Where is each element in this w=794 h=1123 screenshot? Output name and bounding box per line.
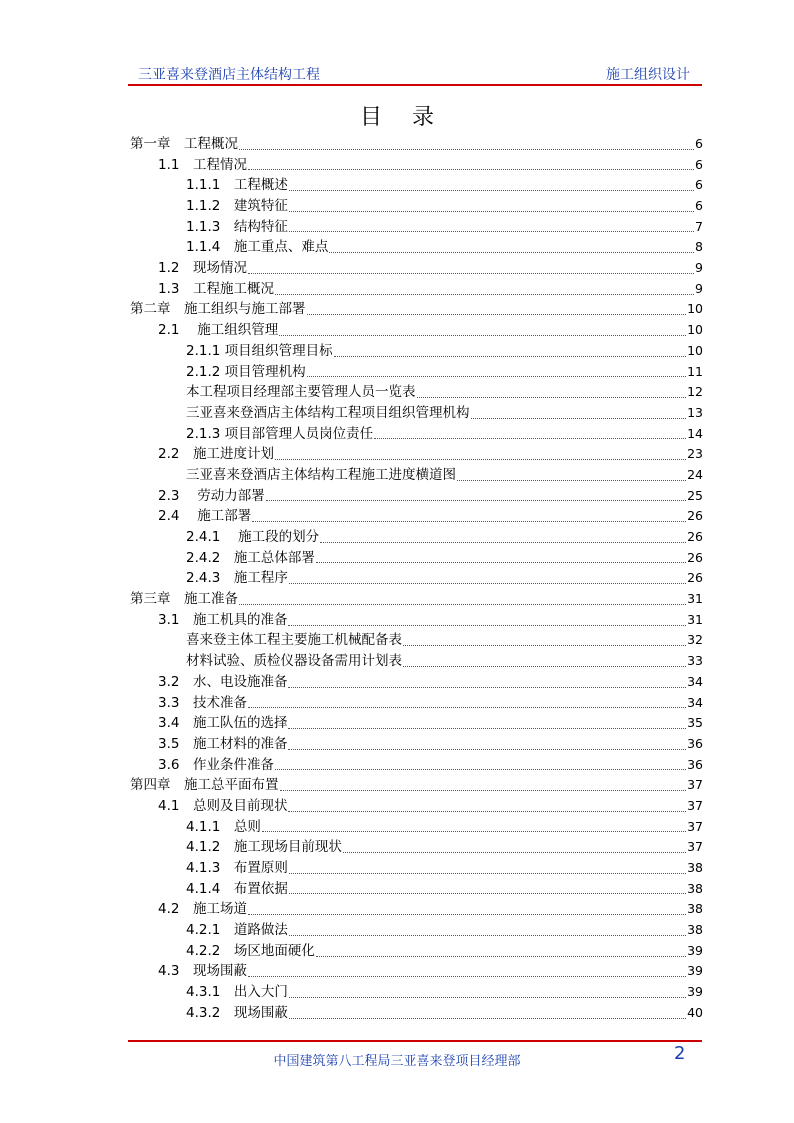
toc-entry-label: 1.1.3 结构特征 <box>186 218 288 235</box>
toc-entry[interactable] <box>130 755 703 776</box>
toc-entry[interactable] <box>130 175 703 196</box>
toc-entry-page: 13 <box>687 404 703 420</box>
toc-entry-label: 2.3 劳动力部署 <box>158 487 265 504</box>
toc-entry-page: 11 <box>687 363 703 379</box>
toc-entry[interactable] <box>130 693 703 714</box>
toc-entry-label: 4.2 施工场道 <box>158 901 247 918</box>
dot-leader <box>289 872 686 874</box>
toc-entry[interactable] <box>130 713 703 734</box>
toc-entry-label: 4.1.1 总则 <box>186 818 261 835</box>
toc-entry-label: 4.1.3 布置原则 <box>186 860 288 877</box>
toc-entry-page: 36 <box>687 756 703 772</box>
toc-entry-page: 38 <box>687 922 703 938</box>
toc-entry[interactable] <box>130 486 703 507</box>
toc-entry-page: 26 <box>687 508 703 524</box>
toc-entry-page: 39 <box>687 963 703 979</box>
toc-entry-label: 三亚喜来登酒店主体结构工程项目组织管理机构 <box>186 404 470 421</box>
dot-leader <box>471 417 687 419</box>
dot-leader <box>374 437 686 439</box>
toc-entry-label: 三亚喜来登酒店主体结构工程施工进度横道图 <box>186 466 456 483</box>
toc-entry[interactable] <box>130 631 703 652</box>
dot-leader <box>248 975 686 977</box>
dot-leader <box>329 251 694 253</box>
dot-leader <box>403 665 686 667</box>
toc-entry-label: 4.2.1 道路做法 <box>186 922 288 939</box>
toc-entry-page: 25 <box>687 487 703 503</box>
toc-entry[interactable] <box>130 258 703 279</box>
toc-entry-page: 8 <box>695 239 703 255</box>
dot-leader <box>248 168 694 170</box>
toc-entry-page: 36 <box>687 735 703 751</box>
page-number: 2 <box>674 1043 686 1064</box>
dot-leader <box>289 230 694 232</box>
toc-entry-label: 3.2 水、电设施准备 <box>158 673 288 690</box>
toc-entry[interactable] <box>130 817 703 838</box>
toc-entry[interactable] <box>130 506 703 527</box>
toc-entry[interactable] <box>130 403 703 424</box>
toc-entry-page: 10 <box>687 322 703 338</box>
toc-entry-label: 3.1 施工机具的准备 <box>158 611 288 628</box>
toc-entry-page: 37 <box>687 797 703 813</box>
toc-entry-page: 24 <box>687 466 703 482</box>
dot-leader <box>239 603 686 605</box>
toc-entry[interactable] <box>130 444 703 465</box>
toc-entry-page: 38 <box>687 880 703 896</box>
toc-entry-page: 6 <box>695 177 703 193</box>
toc-entry-page: 6 <box>695 198 703 214</box>
toc-entry[interactable] <box>130 196 703 217</box>
dot-leader <box>288 686 686 688</box>
toc-entry-label: 4.3.1 出入大门 <box>186 984 288 1001</box>
toc-entry-page: 31 <box>687 611 703 627</box>
toc-entry[interactable] <box>130 1003 703 1024</box>
toc-entry-page: 34 <box>687 694 703 710</box>
toc-entry-page: 7 <box>695 218 703 234</box>
dot-leader <box>316 955 686 957</box>
toc-entry-label: 第二章 施工组织与施工部署 <box>130 301 306 318</box>
toc-entry-page: 39 <box>687 984 703 1000</box>
toc-entry-page: 23 <box>687 446 703 462</box>
toc-entry[interactable] <box>130 651 703 672</box>
toc-entry-label: 1.1 工程情况 <box>158 156 247 173</box>
toc-entry-label: 第一章 工程概况 <box>130 135 238 152</box>
toc-entry[interactable] <box>130 837 703 858</box>
toc-entry-page: 12 <box>687 384 703 400</box>
toc-entry[interactable] <box>130 962 703 983</box>
dot-leader <box>417 396 687 398</box>
toc-entry[interactable] <box>130 382 703 403</box>
toc-entry[interactable] <box>130 341 703 362</box>
toc-entry-page: 39 <box>687 942 703 958</box>
dot-leader <box>289 189 694 191</box>
toc-entry[interactable] <box>130 217 703 238</box>
dot-leader <box>252 520 686 522</box>
toc-entry-label: 4.1 总则及目前现状 <box>158 797 288 814</box>
header-document-type: 施工组织设计 <box>606 67 690 83</box>
dot-leader <box>248 913 686 915</box>
dot-leader <box>275 768 686 770</box>
toc-entry[interactable] <box>130 672 703 693</box>
toc-entry-page: 40 <box>687 1004 703 1020</box>
toc-entry[interactable] <box>130 527 703 548</box>
toc-entry-label: 2.1.1 项目组织管理目标 <box>186 342 333 359</box>
toc-entry[interactable] <box>130 941 703 962</box>
toc-entry[interactable] <box>130 610 703 631</box>
toc-entry[interactable] <box>130 734 703 755</box>
toc-entry[interactable] <box>130 548 703 569</box>
toc-entry[interactable] <box>130 568 703 589</box>
toc-entry-label: 1.3 工程施工概况 <box>158 280 274 297</box>
toc-entry-page: 34 <box>687 673 703 689</box>
toc-entry-label: 4.3.2 现场围蔽 <box>186 1004 288 1021</box>
toc-entry-label: 材料试验、质检仪器设备需用计划表 <box>186 653 402 670</box>
toc-entry[interactable] <box>130 858 703 879</box>
toc-entry-page: 14 <box>687 425 703 441</box>
toc-entry-label: 3.5 施工材料的准备 <box>158 735 288 752</box>
dot-leader <box>289 1017 686 1019</box>
toc-entry[interactable] <box>130 796 703 817</box>
toc-entry-page: 32 <box>687 632 703 648</box>
toc-entry-label: 4.2.2 场区地面硬化 <box>186 942 315 959</box>
dot-leader <box>262 830 686 832</box>
toc-entry-label: 2.4.2 施工总体部署 <box>186 549 315 566</box>
dot-leader <box>307 375 686 377</box>
dot-leader <box>288 810 686 812</box>
toc-entry-label: 3.4 施工队伍的选择 <box>158 715 288 732</box>
toc-entry-label: 3.6 作业条件准备 <box>158 756 274 773</box>
dot-leader <box>289 996 686 998</box>
table-of-contents <box>130 134 703 1024</box>
toc-entry[interactable] <box>130 362 703 383</box>
toc-entry-page: 9 <box>695 280 703 296</box>
toc-entry-page: 26 <box>687 549 703 565</box>
toc-entry[interactable] <box>130 920 703 941</box>
footer-divider <box>128 1040 702 1042</box>
toc-entry-page: 33 <box>687 653 703 669</box>
toc-entry[interactable] <box>130 775 703 796</box>
toc-entry-label: 2.1.3 项目部管理人员岗位责任 <box>186 425 374 442</box>
dot-leader <box>307 313 687 315</box>
toc-entry-page: 38 <box>687 901 703 917</box>
toc-entry-page: 6 <box>695 156 703 172</box>
toc-entry-label: 3.3 技术准备 <box>158 694 247 711</box>
page-title: 目录 <box>359 105 464 130</box>
toc-entry-page: 38 <box>687 860 703 876</box>
toc-entry-label: 4.1.4 布置依据 <box>186 880 288 897</box>
toc-entry-label: 2.1 施工组织管理 <box>158 322 279 339</box>
toc-entry-label: 4.1.2 施工现场目前现状 <box>186 839 342 856</box>
toc-entry-label: 2.4.1 施工段的划分 <box>186 529 320 546</box>
toc-entry-label: 本工程项目经理部主要管理人员一览表 <box>186 384 416 401</box>
dot-leader <box>320 541 686 543</box>
toc-entry-label: 1.2 现场情况 <box>158 260 247 277</box>
dot-leader <box>275 458 686 460</box>
toc-entry[interactable] <box>130 424 703 445</box>
toc-entry[interactable] <box>130 879 703 900</box>
dot-leader <box>289 892 686 894</box>
page-header <box>128 64 702 86</box>
dot-leader <box>239 148 694 150</box>
toc-entry[interactable] <box>130 134 703 155</box>
toc-entry[interactable] <box>130 589 703 610</box>
dot-leader <box>289 210 694 212</box>
dot-leader <box>266 499 686 501</box>
toc-entry[interactable] <box>130 465 703 486</box>
dot-leader <box>289 934 686 936</box>
toc-entry-label: 第四章 施工总平面布置 <box>130 777 279 794</box>
footer-organization: 中国建筑第八工程局三亚喜来登项目经理部 <box>273 1054 521 1069</box>
header-project-title: 三亚喜来登酒店主体结构工程 <box>138 67 320 83</box>
toc-entry[interactable] <box>130 237 703 258</box>
dot-leader <box>288 624 686 626</box>
toc-entry-label: 4.3 现场围蔽 <box>158 963 247 980</box>
toc-entry[interactable] <box>130 155 703 176</box>
toc-entry[interactable] <box>130 982 703 1003</box>
toc-entry-page: 35 <box>687 715 703 731</box>
toc-entry-page: 6 <box>695 135 703 151</box>
dot-leader <box>403 644 686 646</box>
dot-leader <box>248 272 694 274</box>
dot-leader <box>343 851 686 853</box>
toc-entry[interactable] <box>130 320 703 341</box>
dot-leader <box>316 561 686 563</box>
dot-leader <box>288 727 686 729</box>
toc-entry[interactable] <box>130 300 703 321</box>
dot-leader <box>288 748 686 750</box>
dot-leader <box>457 479 686 481</box>
toc-entry-page: 10 <box>687 301 703 317</box>
toc-entry-page: 31 <box>687 591 703 607</box>
dot-leader <box>280 789 687 791</box>
toc-entry-page: 26 <box>687 529 703 545</box>
dot-leader <box>248 706 686 708</box>
toc-entry-page: 37 <box>687 818 703 834</box>
toc-entry-page: 37 <box>687 839 703 855</box>
toc-entry-label: 1.1.4 施工重点、难点 <box>186 239 329 256</box>
toc-entry-label: 2.4 施工部署 <box>158 508 252 525</box>
toc-entry-label: 1.1.2 建筑特征 <box>186 198 288 215</box>
toc-entry-label: 喜来登主体工程主要施工机械配备表 <box>186 632 402 649</box>
toc-entry-label: 2.2 施工进度计划 <box>158 446 274 463</box>
dot-leader <box>279 334 686 336</box>
toc-entry-label: 第三章 施工准备 <box>130 591 238 608</box>
toc-entry-page: 26 <box>687 570 703 586</box>
dot-leader <box>289 582 686 584</box>
toc-entry-label: 2.1.2 项目管理机构 <box>186 363 306 380</box>
dot-leader <box>334 355 686 357</box>
toc-entry-label: 1.1.1 工程概述 <box>186 177 288 194</box>
toc-entry-page: 37 <box>687 777 703 793</box>
toc-entry[interactable] <box>130 899 703 920</box>
toc-entry-page: 10 <box>687 342 703 358</box>
dot-leader <box>275 293 694 295</box>
toc-entry[interactable] <box>130 279 703 300</box>
toc-entry-page: 9 <box>695 260 703 276</box>
toc-entry-label: 2.4.3 施工程序 <box>186 570 288 587</box>
